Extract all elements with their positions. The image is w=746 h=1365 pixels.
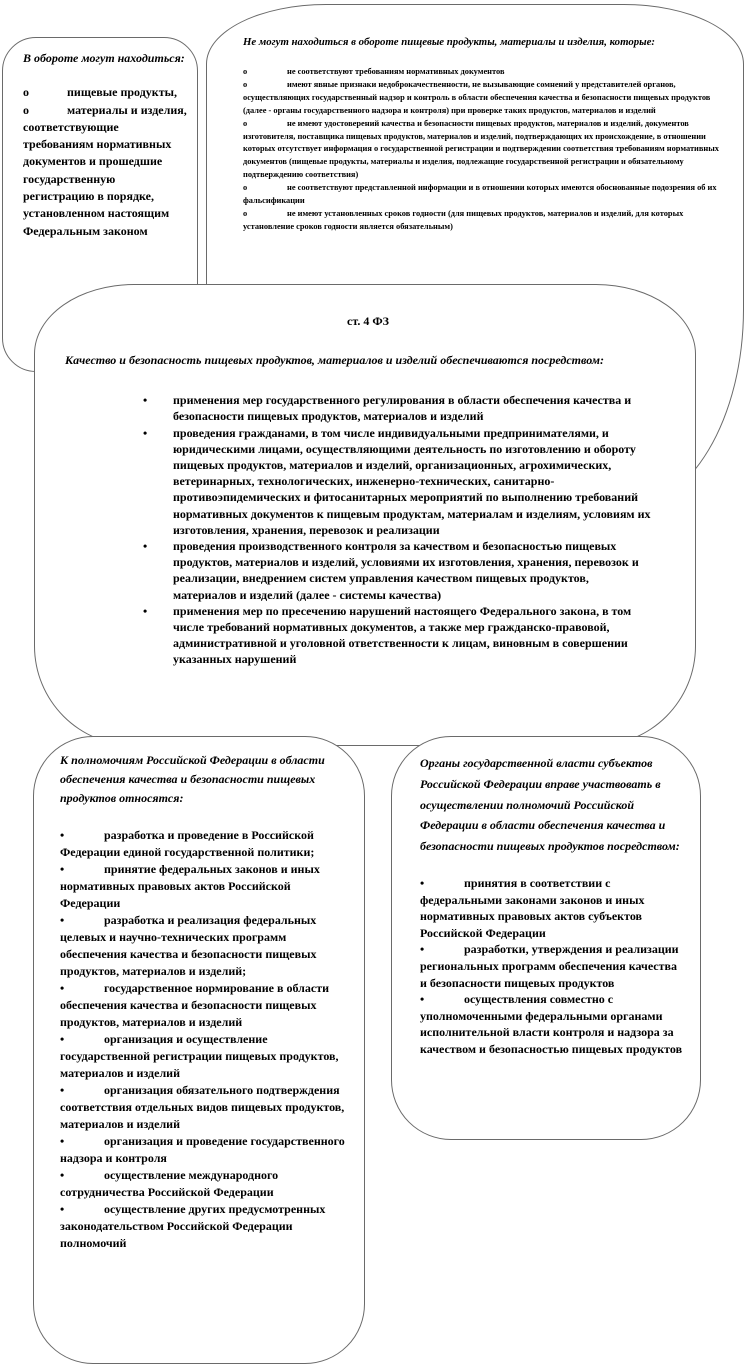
bullet-icon: • <box>143 393 148 408</box>
regional-powers-list <box>420 875 686 1058</box>
list-item: o не соответствуют представленной информации и в отношении которых имеются обоснованные подозрения об их фальсификации <box>243 183 717 206</box>
circle-bullet-icon: o <box>243 67 248 76</box>
circle-bullet-icon: o <box>243 118 248 128</box>
bullet-icon: • <box>60 1167 65 1182</box>
list-item: • осуществление международного сотрудничества Российской Федерации <box>60 1167 279 1199</box>
list-item: • разработки, утверждения и реализации региональных программ обеспечения качества и безопасности пищевых продуктов <box>420 942 679 990</box>
list-item: • осуществление других предусмотренных законодательством Российской Федерации полномочий <box>60 1201 326 1250</box>
regional-powers-box <box>391 736 701 1140</box>
bullet-icon: • <box>60 1133 65 1148</box>
bullet-icon: • <box>60 861 65 876</box>
circle-bullet-icon: o <box>243 79 248 89</box>
list-item: o не соответствуют требованиям нормативных документов <box>243 66 723 79</box>
regional-powers-title: Органы государственной власти субъектов Российской Федерации вправе участвовать в осуществлении полномочий Российской Федерации в области обеспечения качества и безопасности пищевых продуктов посредством: <box>420 756 680 854</box>
list-item: • проведения производственного контроля за качеством и безопасностью пищевых продуктов, материалов и изделий, условиями их изготовления, хранения, перевозок и реализации, внедрением систем управления качеством пищевых продуктов, материалов и изделий (далее - системы качества) <box>143 539 639 602</box>
list-item: o не имеют удостоверений качества и безопасности пищевых продуктов, материалов и изделий, документов изготовителя, поставщика пищевых продуктов, материалов и изделий, подтверждающих их происхождение, в отношении которых отсутствует информация о государственной регистрации и подтверждении соответствия требованиям нормативных документов (пищевые продукты, материалы и изделия, подлежащие государственной регистрации и обязательному подтверждению соответствия) <box>243 118 719 180</box>
bullet-icon: • <box>60 1031 65 1046</box>
bullet-icon: • <box>420 992 425 1007</box>
bullet-icon: • <box>60 1082 65 1097</box>
list-item: • организация обязательного подтверждения соответствия отдельных видов пищевых продуктов, материалов и изделий <box>60 1082 345 1131</box>
bullet-icon: • <box>60 980 65 995</box>
list-item: • осуществления совместно с уполномоченными федеральными органами исполнительной власти контроля и надзора за качеством и безопасностью пищевых продуктов <box>420 992 683 1056</box>
list-item: • разработка и реализация федеральных целевых и научно-технических программ обеспечения качества и безопасности пищевых продуктов, материалов и изделий; <box>60 912 317 978</box>
list-item: o пищевые продукты, <box>23 84 187 101</box>
list-item: • разработка и проведение в Российской Федерации единой государственной политики; <box>60 827 315 859</box>
list-item: o материалы и изделия, соответствующие требованиям нормативных документов и прошедшие государственную регистрацию в порядке, установленном настоящим Федеральным законом <box>23 102 187 238</box>
not-allowed-title: Не могут находиться в обороте пищевые продукты, материалы и изделия, которые: <box>243 36 656 48</box>
list-item: • принятие федеральных законов и иных нормативных правовых актов Российской Федерации <box>60 861 320 910</box>
bullet-icon: • <box>60 827 65 842</box>
article-header: ст. 4 ФЗ <box>347 314 389 328</box>
circle-bullet-icon: o <box>23 102 29 117</box>
bullet-icon: • <box>143 539 148 554</box>
not-allowed-list <box>243 66 723 234</box>
federal-powers-list <box>60 827 350 1252</box>
list-item: • проведения гражданами, в том числе индивидуальными предпринимателями, и юридическими лицами, осуществляющими деятельность по изготовлению и обороту пищевых продуктов, материалов и изделий, организационных, агрохимических, ветеринарных, технологических, инженерно-технических, санитарно-противоэпидемических и фитосанитарных мероприятий по выполнению требований нормативных документов к пищевым продуктам, материалам и изделиям, условиям их изготовления, хранения, перевозок и реализации <box>143 425 651 537</box>
federal-powers-title: К полномочиям Российской Федерации в области обеспечения качества и безопасности пищевых продуктов относятся: <box>60 753 325 806</box>
bullet-icon: • <box>60 912 65 927</box>
bullet-icon: • <box>420 875 425 890</box>
list-item: o не имеют установленных сроков годности (для пищевых продуктов, материалов и изделий, для которых установление сроков годности является обязательным) <box>243 208 684 231</box>
allowed-list <box>23 84 187 240</box>
article-title: Качество и безопасность пищевых продуктов, материалов и изделий обеспечиваются посредством: <box>65 353 604 368</box>
federal-powers-box <box>33 736 365 1364</box>
list-item: • организация и осуществление государственной регистрации пищевых продуктов, материалов и изделий <box>60 1031 339 1080</box>
bullet-icon: • <box>143 425 148 440</box>
bullet-icon: • <box>420 942 425 957</box>
bullet-icon: • <box>60 1201 65 1216</box>
list-item: • принятия в соответствии с федеральными законами законов и иных нормативных правовых актов субъектов Российской Федерации <box>420 875 645 940</box>
list-item: o имеют явные признаки недоброкачественности, не вызывающие сомнений у представителей органов, осуществляющих государственный надзор и контроль в области обеспечения качества и безопасности пищевых продуктов (далее - органы государственного надзора и контроля) при проверке таких продуктов, материалов и изделий <box>243 79 711 115</box>
article-list <box>65 392 671 667</box>
bullet-icon: • <box>143 603 148 618</box>
circle-bullet-icon: o <box>243 183 248 193</box>
list-item: • организация и проведение государственного надзора и контроля <box>60 1133 345 1165</box>
list-item: • применения мер государственного регулирования в области обеспечения качества и безопасности пищевых продуктов, материалов и изделий <box>143 393 632 424</box>
list-item: • применения мер по пресечению нарушений настоящего Федерального закона, в том числе требований нормативных документов, а также мер гражданско-правовой, административной и уголовной ответственности к лицам, виновным в совершении указанных нарушений <box>143 603 632 667</box>
article-4-box <box>34 284 696 746</box>
circle-bullet-icon: o <box>23 85 29 100</box>
list-item: • государственное нормирование в области обеспечения качества и безопасности пищевых продуктов, материалов и изделий <box>60 980 330 1029</box>
circle-bullet-icon: o <box>243 208 248 218</box>
allowed-title: В обороте могут находиться: <box>23 51 185 65</box>
